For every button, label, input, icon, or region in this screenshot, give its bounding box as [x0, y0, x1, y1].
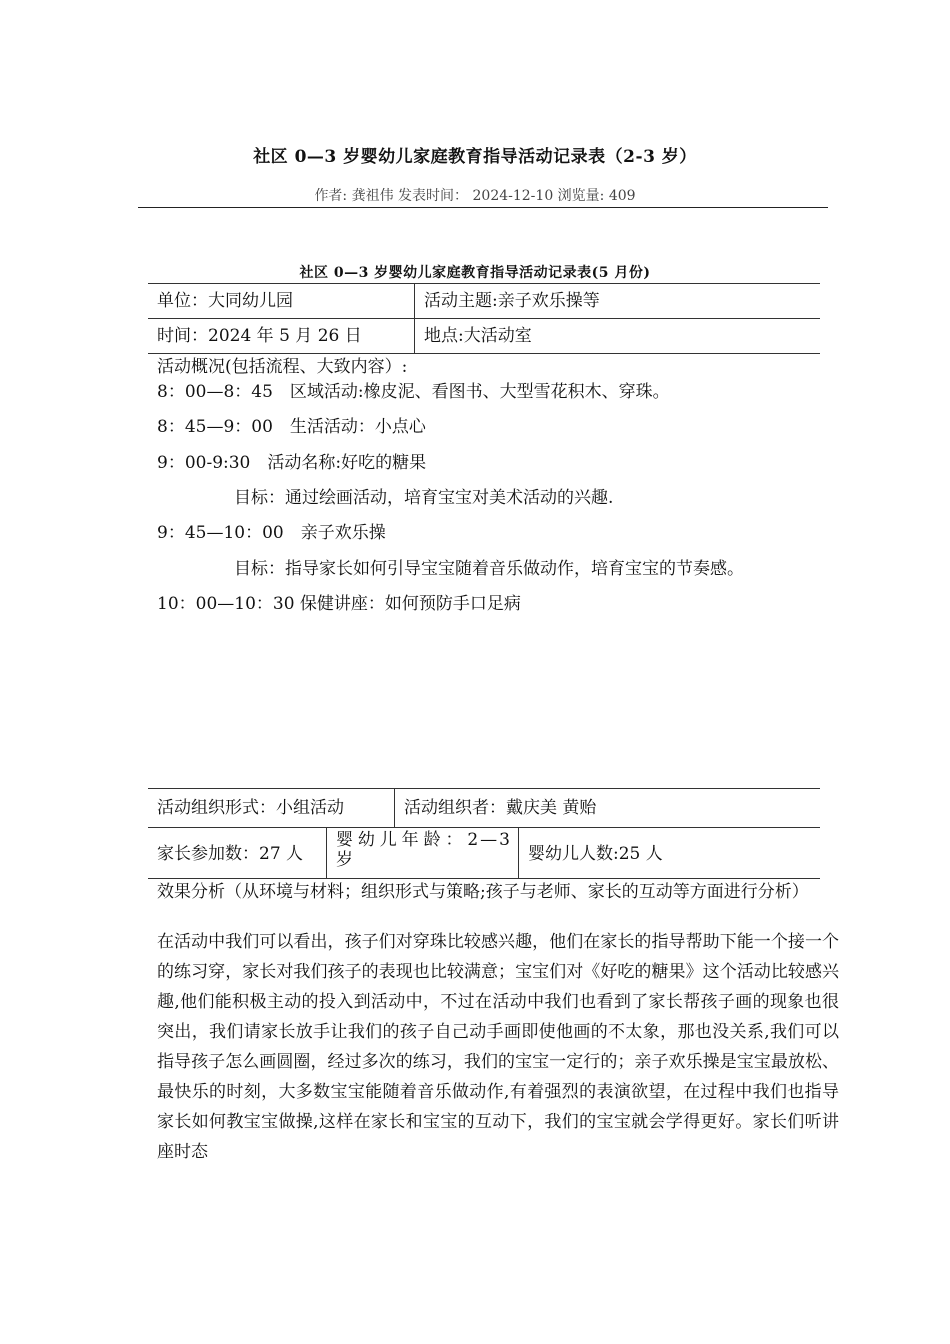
org-form-cell: 活动组织形式：小组活动	[157, 798, 344, 818]
effect-analysis-text: 在活动中我们可以看出，孩子们对穿珠比较感兴趣，他们在家长的指导帮助下能一个接一个的练习穿，家长对我们孩子的表现也比较满意；宝宝们对《好吃的糖果》这个活动比较感兴趣,他们能积极主动的投入到活动中，不过在活动中我们也看到了家长帮孩子画的现象也很突出，我们请家长放手让我们的孩子自己动手画即使他画的不太象，那也没关系,我们可以指导孩子怎么画圆圈，经过多次的练习，我们的宝宝一定行的；亲子欢乐操是宝宝最放松、最快乐的时刻，大多数宝宝能随着音乐做动作,有着强烈的表演欲望，在过程中我们也指导家长如何教宝宝做操,这样在家长和宝宝的互动下，我们的宝宝就会学得更好。家长们听讲座时态	[157, 932, 839, 1162]
document-meta: 作者: 龚祖伟 发表时间： 2024-12-10 浏览量: 409	[314, 188, 636, 204]
table-row-divider	[148, 318, 820, 319]
infant-age-cell: 婴幼儿年龄：2—3 岁	[336, 830, 512, 870]
table-column-divider	[326, 827, 327, 878]
schedule-item: 10：00—10：30 保健讲座：如何预防手口足病	[157, 594, 521, 614]
table-column-divider	[414, 283, 415, 353]
schedule-item: 8：45—9：00 生活活动：小点心	[157, 417, 426, 437]
meta-divider	[138, 207, 828, 208]
time-cell: 时间：2024 年 5 月 26 日	[157, 326, 362, 346]
organizer-cell: 活动组织者：戴庆美 黄贻	[404, 798, 597, 818]
table-row-divider	[148, 827, 820, 828]
schedule-goal: 目标：指导家长如何引导宝宝随着音乐做动作，培育宝宝的节奏感。	[234, 559, 744, 579]
infant-count-cell: 婴幼儿人数:25 人	[528, 844, 663, 864]
table-row-divider	[148, 878, 820, 879]
table-top-border	[148, 283, 820, 284]
effect-label: 效果分析（从环境与材料；组织形式与策略;孩子与老师、家长的互动等方面进行分析）	[157, 882, 809, 902]
overview-label: 活动概况(包括流程、大致内容）:	[157, 357, 408, 377]
parents-count-cell: 家长参加数：27 人	[157, 844, 304, 864]
schedule-item: 8：00—8：45 区域活动:橡皮泥、看图书、大型雪花积木、穿珠。	[157, 382, 670, 402]
unit-cell: 单位：大同幼儿园	[157, 291, 293, 311]
place-cell: 地点:大活动室	[424, 326, 532, 346]
schedule-item: 9：00-9:30 活动名称:好吃的糖果	[157, 453, 427, 473]
schedule-item: 9：45—10：00 亲子欢乐操	[157, 523, 386, 543]
table-row-divider	[148, 353, 820, 354]
schedule-goal: 目标：通过绘画活动，培育宝宝对美术活动的兴趣.	[234, 488, 614, 508]
table-column-divider	[394, 788, 395, 827]
document-title: 社区 0—3 岁婴幼儿家庭教育指导活动记录表（2-3 岁）	[253, 147, 697, 167]
record-table-title: 社区 0—3 岁婴幼儿家庭教育指导活动记录表(5 月份)	[299, 265, 651, 281]
theme-cell: 活动主题:亲子欢乐操等	[424, 291, 600, 311]
table-row-divider	[148, 788, 820, 789]
table-column-divider	[518, 827, 519, 878]
